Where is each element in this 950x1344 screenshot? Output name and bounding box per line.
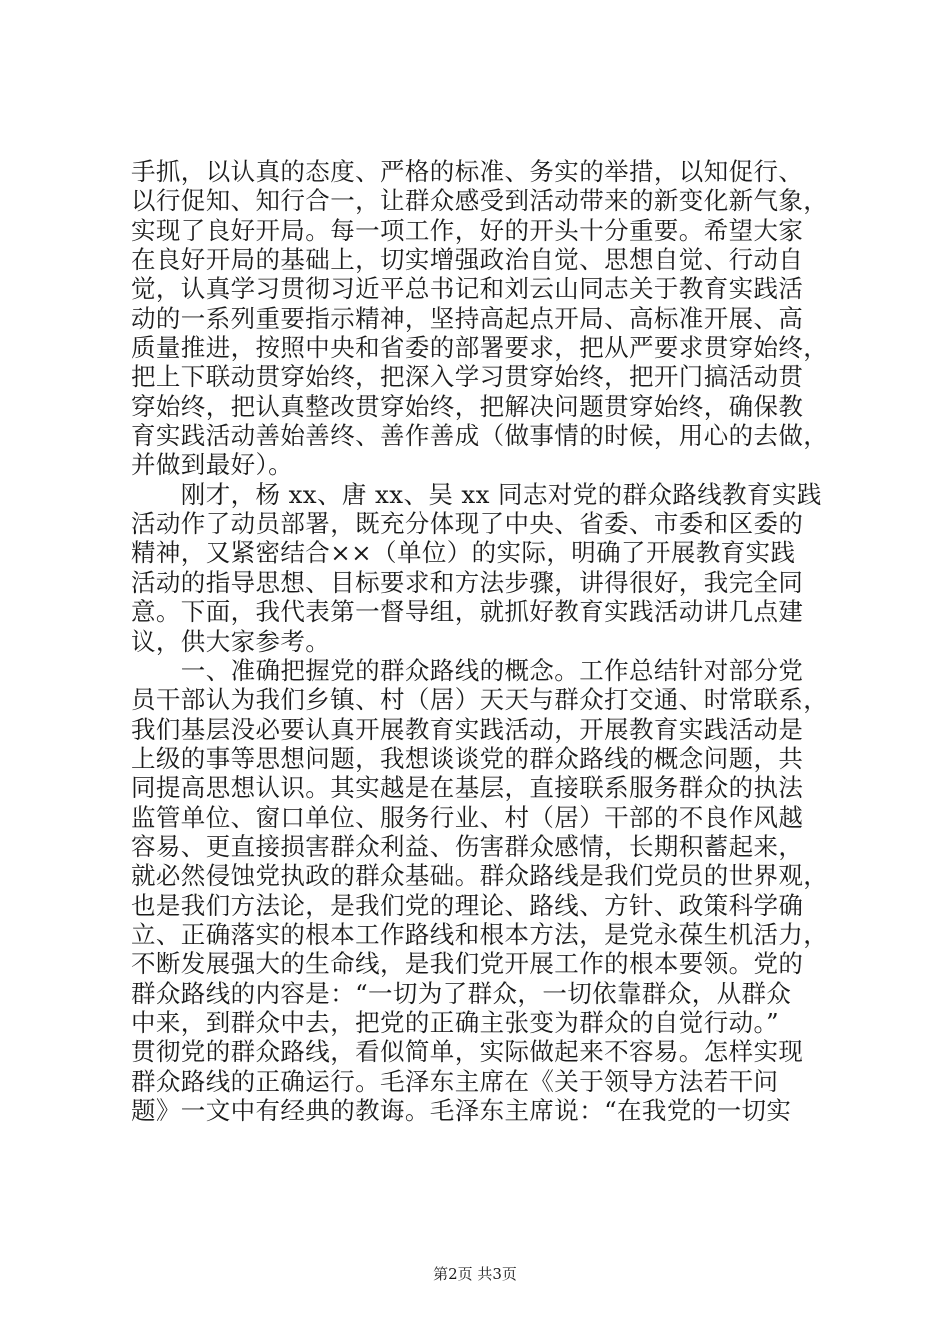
text-line: 群众路线的正确运行。毛泽东主席在《关于领导方法若干问 xyxy=(131,1066,779,1096)
text-line: 刚才，杨 xx、唐 xx、吴 xx 同志对党的群众路线教育实践 xyxy=(131,479,822,509)
text-line: 不断发展强大的生命线，是我们党开展工作的根本要领。党的 xyxy=(131,949,804,979)
text-line: 穿始终，把认真整改贯穿始终，把解决问题贯穿始终，确保教 xyxy=(131,391,804,421)
text-line: 也是我们方法论，是我们党的理论、路线、方针、政策科学确 xyxy=(131,890,804,920)
text-line: 实现了良好开局。每一项工作，好的开头十分重要。希望大家 xyxy=(131,215,804,245)
text-line: 上级的事等思想问题，我想谈谈党的群众路线的概念问题，共 xyxy=(131,743,804,773)
page-number-footer: 第2页 共3页 xyxy=(433,1265,517,1283)
text-line: 觉，认真学习贯彻习近平总书记和刘云山同志关于教育实践活 xyxy=(131,274,804,304)
text-line: 以行促知、知行合一，让群众感受到活动带来的新变化新气象， xyxy=(131,186,829,216)
text-line: 同提高思想认识。其实越是在基层，直接联系服务群众的执法 xyxy=(131,773,804,803)
text-line: 员干部认为我们乡镇、村（居）天天与群众打交通、时常联系， xyxy=(131,685,829,715)
text-line: 活动作了动员部署，既充分体现了中央、省委、市委和区委的 xyxy=(131,509,804,539)
text-line: 意。下面，我代表第一督导组，就抓好教育实践活动讲几点建 xyxy=(131,597,804,627)
text-line: 监管单位、窗口单位、服务行业、村（居）干部的不良作风越 xyxy=(131,802,804,832)
text-line: 议，供大家参考。 xyxy=(131,626,331,656)
text-line: 我们基层没必要认真开展教育实践活动，开展教育实践活动是 xyxy=(131,714,804,744)
text-line: 一、准确把握党的群众路线的概念。工作总结针对部分党 xyxy=(131,655,804,685)
body-text xyxy=(131,157,831,1125)
text-line: 在良好开局的基础上，切实增强政治自觉、思想自觉、行动自 xyxy=(131,245,804,275)
text-line: 精神，又紧密结合××（单位）的实际，明确了开展教育实践 xyxy=(131,538,796,568)
text-line: 质量推进，按照中央和省委的部署要求，把从严要求贯穿始终， xyxy=(131,333,829,363)
text-line: 手抓，以认真的态度、严格的标准、务实的举措，以知促行、 xyxy=(131,157,804,186)
text-line: 立、正确落实的根本工作路线和根本方法，是党永葆生机活力， xyxy=(131,919,829,949)
text-line: 活动的指导思想、目标要求和方法步骤，讲得很好，我完全同 xyxy=(131,567,804,597)
text-line: 把上下联动贯穿始终，把深入学习贯穿始终，把开门搞活动贯 xyxy=(131,362,804,392)
text-line: 中来，到群众中去，把党的正确主张变为群众的自觉行动。” xyxy=(131,1007,780,1037)
text-line: 题》一文中有经典的教诲。毛泽东主席说：“在我党的一切实 xyxy=(131,1096,792,1125)
text-line: 群众路线的内容是：“一切为了群众，一切依靠群众，从群众 xyxy=(131,978,792,1008)
text-line: 就必然侵蚀党执政的群众基础。群众路线是我们党员的世界观， xyxy=(131,861,829,891)
text-line: 贯彻党的群众路线，看似简单，实际做起来不容易。怎样实现 xyxy=(131,1037,804,1067)
text-line: 容易、更直接损害群众利益、伤害群众感情，长期积蓄起来， xyxy=(131,831,804,861)
text-line: 并做到最好）。 xyxy=(131,450,294,480)
text-line: 动的一系列重要指示精神，坚持高起点开局、高标准开展、高 xyxy=(131,303,804,333)
text-line: 育实践活动善始善终、善作善成（做事情的时候，用心的去做， xyxy=(131,421,829,451)
